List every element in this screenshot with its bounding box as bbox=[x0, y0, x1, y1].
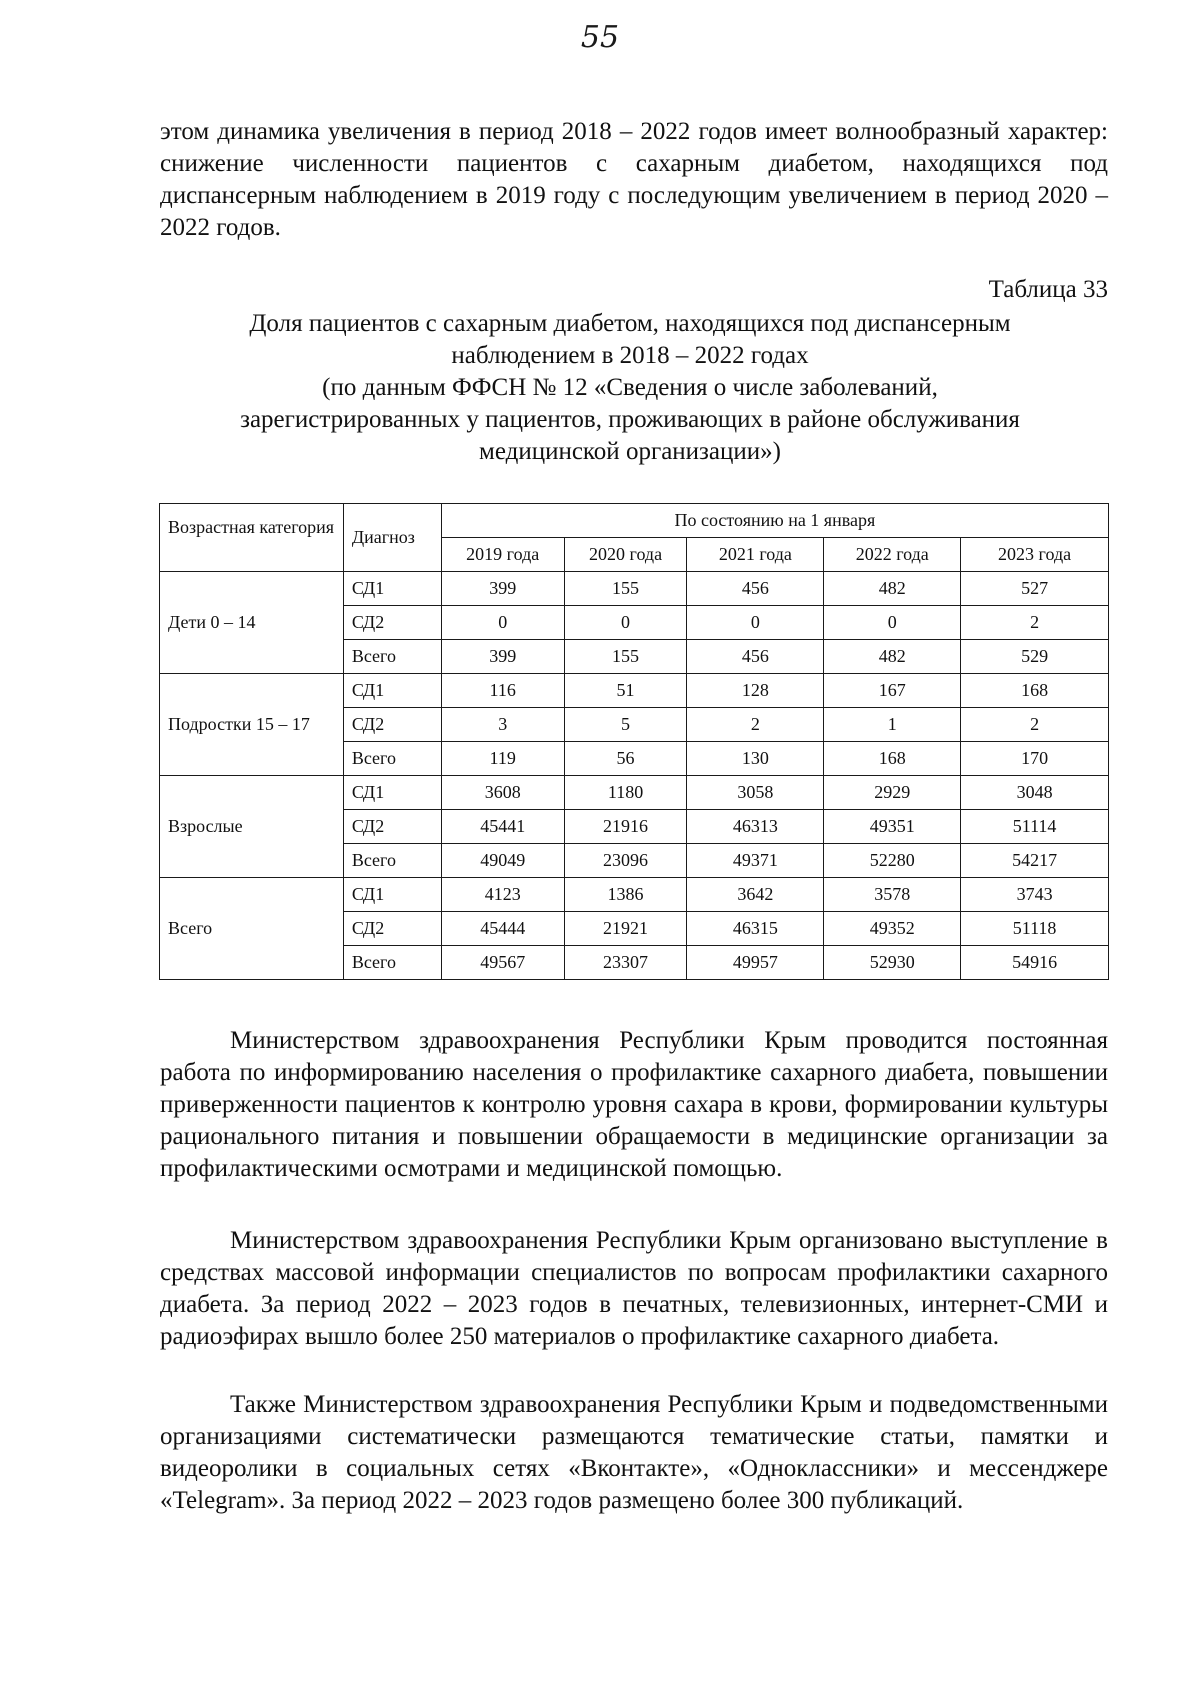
value-cell: 45444 bbox=[441, 912, 564, 946]
header-year: 2021 года bbox=[687, 538, 824, 572]
diagnosis-cell: СД2 bbox=[343, 810, 441, 844]
value-cell: 23096 bbox=[564, 844, 687, 878]
table-row bbox=[160, 674, 1109, 708]
paragraph-informing: Министерством здравоохранения Республики Крым проводится постоянная работа по информированию населения о профилактике сахарного диабета, повышении приверженности пациентов к контролю уровня сахара в крови, формировании культуры рационального питания и повышении обращаемости в медицинские организации за профилактическими осмотрами и медицинской помощью. bbox=[160, 1027, 1108, 1182]
value-cell: 399 bbox=[441, 640, 564, 674]
diagnosis-cell: СД1 bbox=[343, 878, 441, 912]
diagnosis-cell: Всего bbox=[343, 946, 441, 980]
value-cell: 3048 bbox=[961, 776, 1109, 810]
value-cell: 21921 bbox=[564, 912, 687, 946]
age-category-cell: Дети 0 – 14 bbox=[160, 572, 344, 674]
table-row bbox=[160, 878, 1109, 912]
value-cell: 2 bbox=[687, 708, 824, 742]
value-cell: 128 bbox=[687, 674, 824, 708]
header-year: 2022 года bbox=[824, 538, 961, 572]
value-cell: 0 bbox=[687, 606, 824, 640]
diagnosis-cell: Всего bbox=[343, 844, 441, 878]
value-cell: 529 bbox=[961, 640, 1109, 674]
value-cell: 3578 bbox=[824, 878, 961, 912]
diabetes-patients-table bbox=[159, 503, 1109, 980]
value-cell: 2929 bbox=[824, 776, 961, 810]
intro-paragraph: этом динамика увеличения в период 2018 – 2022 годов имеет волнообразный характер: снижение численности пациентов с сахарным диабетом, находящихся под диспансерным наблюдением в 2019 году с последующим увеличением в период 2020 – 2022 годов. bbox=[160, 118, 1108, 241]
diagnosis-cell: СД2 bbox=[343, 708, 441, 742]
value-cell: 49352 bbox=[824, 912, 961, 946]
header-year: 2023 года bbox=[961, 538, 1109, 572]
value-cell: 482 bbox=[824, 640, 961, 674]
value-cell: 1386 bbox=[564, 878, 687, 912]
diagnosis-cell: Всего bbox=[343, 742, 441, 776]
value-cell: 130 bbox=[687, 742, 824, 776]
value-cell: 168 bbox=[961, 674, 1109, 708]
value-cell: 49567 bbox=[441, 946, 564, 980]
caption-line: зарегистрированных у пациентов, проживающих в районе обслуживания bbox=[240, 406, 1020, 433]
diagnosis-cell: Всего bbox=[343, 640, 441, 674]
header-as-of-january: По состоянию на 1 января bbox=[441, 504, 1108, 538]
value-cell: 23307 bbox=[564, 946, 687, 980]
value-cell: 3 bbox=[441, 708, 564, 742]
value-cell: 0 bbox=[564, 606, 687, 640]
value-cell: 3743 bbox=[961, 878, 1109, 912]
value-cell: 155 bbox=[564, 640, 687, 674]
diagnosis-cell: СД1 bbox=[343, 776, 441, 810]
value-cell: 49351 bbox=[824, 810, 961, 844]
value-cell: 54217 bbox=[961, 844, 1109, 878]
value-cell: 49371 bbox=[687, 844, 824, 878]
caption-line: Доля пациентов с сахарным диабетом, находящихся под диспансерным bbox=[249, 310, 1011, 337]
value-cell: 2 bbox=[961, 708, 1109, 742]
diagnosis-cell: СД2 bbox=[343, 606, 441, 640]
value-cell: 52280 bbox=[824, 844, 961, 878]
value-cell: 170 bbox=[961, 742, 1109, 776]
value-cell: 4123 bbox=[441, 878, 564, 912]
diagnosis-cell: СД2 bbox=[343, 912, 441, 946]
value-cell: 51118 bbox=[961, 912, 1109, 946]
age-category-cell: Подростки 15 – 17 bbox=[160, 674, 344, 776]
value-cell: 168 bbox=[824, 742, 961, 776]
value-cell: 45441 bbox=[441, 810, 564, 844]
value-cell: 5 bbox=[564, 708, 687, 742]
value-cell: 116 bbox=[441, 674, 564, 708]
header-year: 2019 года bbox=[441, 538, 564, 572]
table-row bbox=[160, 776, 1109, 810]
value-cell: 0 bbox=[824, 606, 961, 640]
value-cell: 46313 bbox=[687, 810, 824, 844]
table-row bbox=[160, 572, 1109, 606]
header-year: 2020 года bbox=[564, 538, 687, 572]
value-cell: 0 bbox=[441, 606, 564, 640]
diagnosis-cell: СД1 bbox=[343, 572, 441, 606]
paragraph-social-networks: Также Министерством здравоохранения Республики Крым и подведомственными организациями систематически размещаются тематические статьи, памятки и видеоролики в социальных сетях «Вконтакте», «Одноклассники» и мессенджере «Telegram». За период 2022 – 2023 годов размещено более 300 публикаций. bbox=[160, 1391, 1108, 1514]
header-age-category: Возрастная категория bbox=[160, 504, 344, 572]
value-cell: 21916 bbox=[564, 810, 687, 844]
value-cell: 52930 bbox=[824, 946, 961, 980]
value-cell: 51 bbox=[564, 674, 687, 708]
page-number: 55 bbox=[580, 20, 620, 55]
paragraph-media: Министерством здравоохранения Республики Крым организовано выступление в средствах массовой информации специалистов по вопросам профилактики сахарного диабета. За период 2022 – 2023 годов в печатных, телевизионных, интернет-СМИ и радиоэфирах вышло более 250 материалов о профилактике сахарного диабета. bbox=[160, 1227, 1108, 1350]
value-cell: 399 bbox=[441, 572, 564, 606]
value-cell: 527 bbox=[961, 572, 1109, 606]
value-cell: 49049 bbox=[441, 844, 564, 878]
value-cell: 3058 bbox=[687, 776, 824, 810]
value-cell: 3642 bbox=[687, 878, 824, 912]
value-cell: 56 bbox=[564, 742, 687, 776]
age-category-cell: Всего bbox=[160, 878, 344, 980]
value-cell: 119 bbox=[441, 742, 564, 776]
caption-line: (по данным ФФСН № 12 «Сведения о числе заболеваний, bbox=[322, 374, 938, 401]
value-cell: 482 bbox=[824, 572, 961, 606]
table-label: Таблица 33 bbox=[988, 276, 1108, 303]
value-cell: 167 bbox=[824, 674, 961, 708]
diagnosis-cell: СД1 bbox=[343, 674, 441, 708]
value-cell: 456 bbox=[687, 572, 824, 606]
table-body bbox=[160, 572, 1109, 980]
age-category-cell: Взрослые bbox=[160, 776, 344, 878]
caption-line: медицинской организации») bbox=[479, 438, 781, 465]
value-cell: 2 bbox=[961, 606, 1109, 640]
table-caption bbox=[150, 308, 1110, 468]
value-cell: 155 bbox=[564, 572, 687, 606]
value-cell: 49957 bbox=[687, 946, 824, 980]
value-cell: 51114 bbox=[961, 810, 1109, 844]
value-cell: 456 bbox=[687, 640, 824, 674]
value-cell: 1 bbox=[824, 708, 961, 742]
header-diagnosis: Диагноз bbox=[343, 504, 441, 572]
value-cell: 3608 bbox=[441, 776, 564, 810]
value-cell: 54916 bbox=[961, 946, 1109, 980]
caption-line: наблюдением в 2018 – 2022 годах bbox=[451, 342, 809, 369]
value-cell: 46315 bbox=[687, 912, 824, 946]
value-cell: 1180 bbox=[564, 776, 687, 810]
